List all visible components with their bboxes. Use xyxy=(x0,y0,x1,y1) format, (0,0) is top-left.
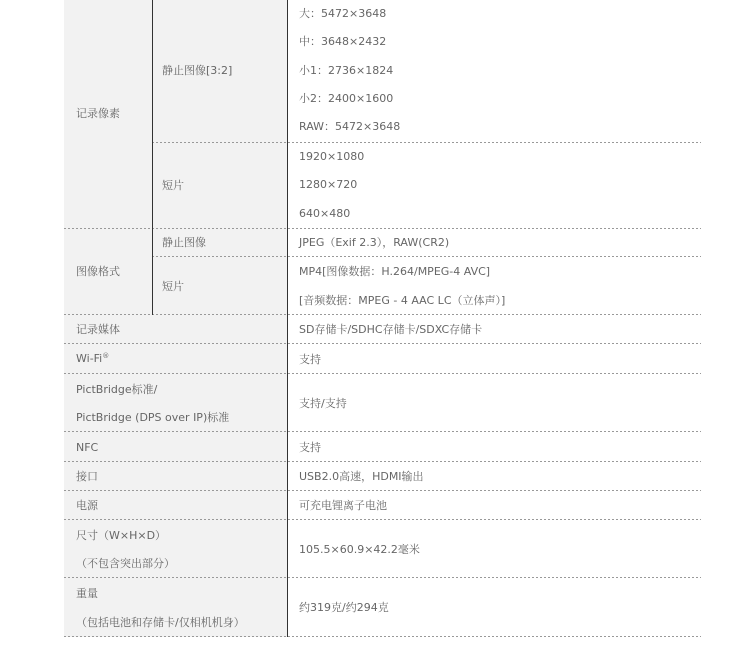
row-divider xyxy=(64,314,701,315)
interface-label: 接口 xyxy=(76,470,98,483)
media-label: 记录媒体 xyxy=(76,323,120,336)
still-size-small1: 小1：2736×1824 xyxy=(299,64,394,77)
row-divider xyxy=(152,142,701,143)
size-label-line1: 尺寸（W×H×D） xyxy=(76,529,167,542)
image-format-movie-cell xyxy=(152,257,288,315)
weight-value: 约319克/约294克 xyxy=(299,601,389,614)
wifi-label: Wi-Fi® xyxy=(76,352,110,365)
still-size-medium: 中：3648×2432 xyxy=(299,35,387,48)
row-divider xyxy=(64,431,701,432)
record-pixels-movie-cell xyxy=(152,143,288,229)
power-value-cell xyxy=(288,491,701,520)
nfc-value-cell xyxy=(288,432,701,462)
image-format-label: 图像格式 xyxy=(76,265,120,278)
row-divider xyxy=(64,461,701,462)
row-divider xyxy=(64,373,701,374)
image-format-movie-label: 短片 xyxy=(162,280,184,293)
image-format-still-cell xyxy=(152,229,288,257)
wifi-value-cell xyxy=(288,344,701,374)
movie-size-720: 1280×720 xyxy=(299,178,358,191)
movie-size-480: 640×480 xyxy=(299,207,351,220)
pictbridge-label-line1: PictBridge标准/ xyxy=(76,383,158,396)
column-divider xyxy=(152,0,153,315)
media-value: SD存储卡/SDHC存储卡/SDXC存储卡 xyxy=(299,323,483,336)
wifi-label-cell xyxy=(64,344,288,374)
size-label-cell xyxy=(64,520,288,578)
record-pixels-header-cell xyxy=(64,0,152,229)
interface-value-cell xyxy=(288,462,701,491)
row-divider xyxy=(64,636,701,637)
weight-label-line2: （包括电池和存储卡/仅相机机身） xyxy=(76,616,245,629)
size-label-line2: （不包含突出部分） xyxy=(76,557,175,570)
pictbridge-label-cell xyxy=(64,374,288,432)
still-size-small2: 小2：2400×1600 xyxy=(299,92,394,105)
wifi-value: 支持 xyxy=(299,353,321,366)
registered-mark: ® xyxy=(102,352,110,360)
row-divider xyxy=(64,228,701,229)
interface-value: USB2.0高速，HDMI输出 xyxy=(299,470,424,483)
media-value-cell xyxy=(288,315,701,344)
record-pixels-movie-label: 短片 xyxy=(162,179,184,192)
column-divider xyxy=(287,0,288,637)
pictbridge-value: 支持/支持 xyxy=(299,397,347,410)
weight-label-cell xyxy=(64,578,288,637)
pictbridge-value-cell xyxy=(288,374,701,432)
image-format-still-label: 静止图像 xyxy=(162,236,206,249)
interface-label-cell xyxy=(64,462,288,491)
nfc-label: NFC xyxy=(76,441,99,454)
row-divider xyxy=(64,490,701,491)
weight-label-line1: 重量 xyxy=(76,587,98,600)
still-size-raw: RAW：5472×3648 xyxy=(299,120,401,133)
image-format-header-cell xyxy=(64,229,152,315)
movie-size-1080: 1920×1080 xyxy=(299,150,365,163)
row-divider xyxy=(152,256,701,257)
power-label: 电源 xyxy=(76,499,98,512)
spec-table xyxy=(64,0,701,637)
image-format-movie-audio: [音频数据：MPEG - 4 AAC LC（立体声）] xyxy=(299,294,506,307)
record-pixels-still-values xyxy=(288,0,701,143)
image-format-still-value-cell xyxy=(288,229,701,257)
power-label-cell xyxy=(64,491,288,520)
record-pixels-still-label: 静止图像[3:2] xyxy=(162,64,233,77)
image-format-movie-video: MP4[图像数据：H.264/MPEG-4 AVC] xyxy=(299,265,491,278)
still-size-large: 大：5472×3648 xyxy=(299,7,387,20)
power-value: 可充电锂离子电池 xyxy=(299,499,387,512)
row-divider xyxy=(64,577,701,578)
row-divider xyxy=(64,343,701,344)
row-divider xyxy=(64,519,701,520)
weight-value-cell xyxy=(288,578,701,637)
record-pixels-label: 记录像素 xyxy=(76,107,120,120)
image-format-still-value: JPEG（Exif 2.3），RAW(CR2) xyxy=(299,236,450,249)
record-pixels-still-cell xyxy=(152,0,288,143)
pictbridge-label-line2: PictBridge (DPS over IP)标准 xyxy=(76,411,230,424)
size-value-cell xyxy=(288,520,701,578)
size-value: 105.5×60.9×42.2毫米 xyxy=(299,543,420,556)
nfc-label-cell xyxy=(64,432,288,462)
nfc-value: 支持 xyxy=(299,441,321,454)
image-format-movie-values xyxy=(288,257,701,315)
record-pixels-movie-values xyxy=(288,143,701,229)
media-label-cell xyxy=(64,315,288,344)
